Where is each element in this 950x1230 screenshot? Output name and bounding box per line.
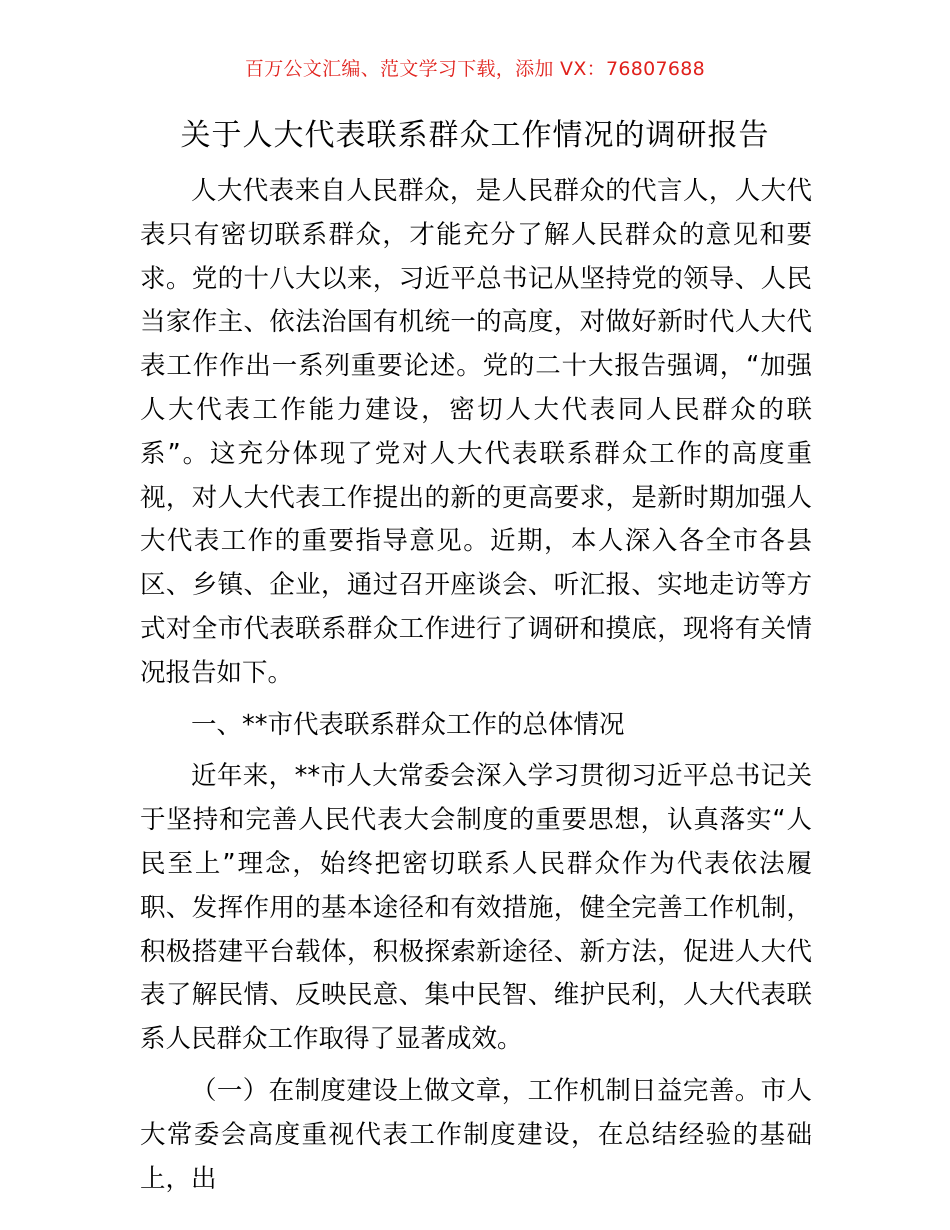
section-heading-1: 一、**市代表联系群众工作的总体情况 <box>191 709 625 740</box>
paragraph-overview: 近年来，**市人大常委会深入学习贯彻习近平总书记关于坚持和完善人民代表大会制度的重要思想，认真落实“人民至上”理念，始终把密切联系人民群众作为代表依法履职、发挥作用的基本途径和有效措施，健全完善工作机制，积极搭建平台载体，积极探索新途径、新方法，促进人大代表了解民情、反映民意、集中民智、维护民利，人大代表联系人民群众工作取得了显著成效。 <box>140 761 812 1055</box>
watermark-header: 百万公文汇编、范文学习下载，添加 VX：76807688 <box>244 58 706 80</box>
document-body <box>140 170 812 1201</box>
paragraph-intro: 人大代表来自人民群众，是人民群众的代言人，人大代表只有密切联系群众，才能充分了解人民群众的意见和要求。党的十八大以来，习近平总书记从坚持党的领导、人民当家作主、依法治国有机统一的高度，对做好新时代人大代表工作作出一系列重要论述。党的二十大报告强调，“加强人大代表工作能力建设，密切人大代表同人民群众的联系”。这充分体现了党对人大代表联系群众工作的高度重视，对人大代表工作提出的新的更高要求，是新时期加强人大代表工作的重要指导意见。近期，本人深入各全市各县区、乡镇、企业，通过召开座谈会、听汇报、实地走访等方式对全市代表联系群众工作进行了调研和摸底，现将有关情况报告如下。 <box>140 176 812 688</box>
paragraph-subsection-1: （一）在制度建设上做文章，工作机制日益完善。市人大常委会高度重视代表工作制度建设，在总结经验的基础上，出 <box>140 1075 812 1194</box>
document-title: 关于人大代表联系群众工作情况的调研报告 <box>180 118 770 153</box>
